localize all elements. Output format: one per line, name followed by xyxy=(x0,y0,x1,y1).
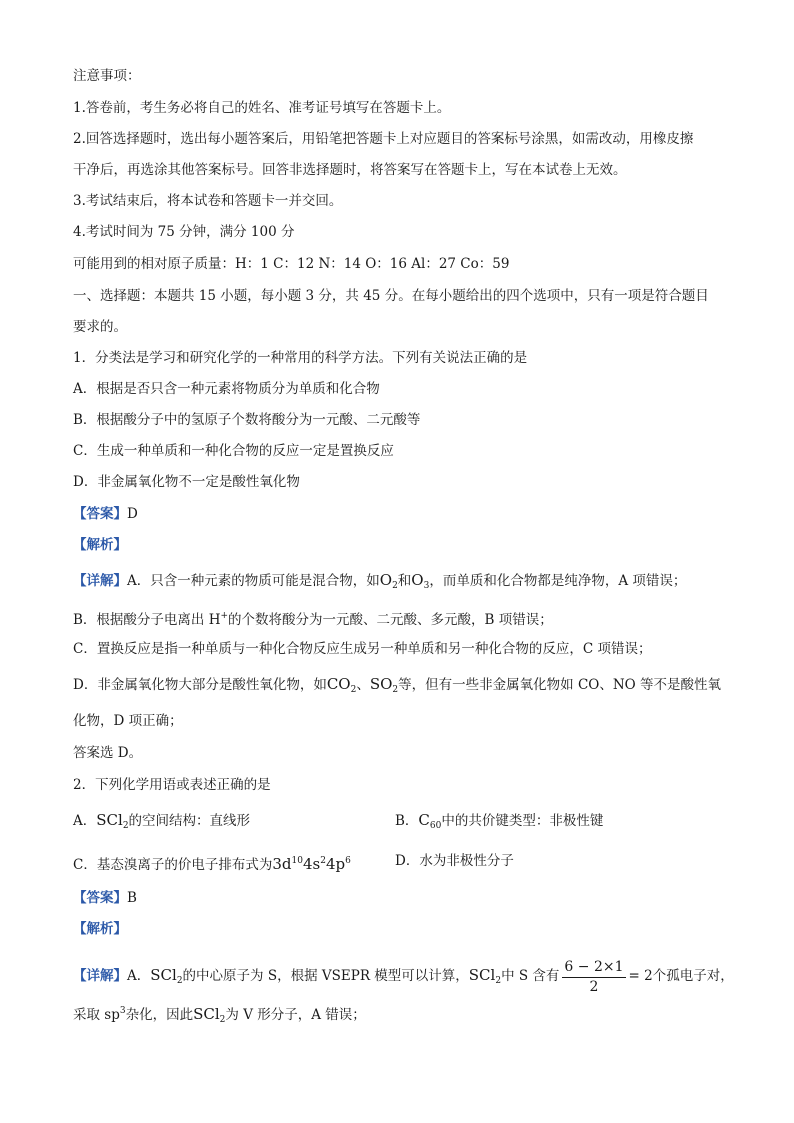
notice-item-2: 2.回答选择题时，选出每小题答案后，用铅笔把答题卡上对应题目的答案标号涂黑，如需改动，用橡皮擦 xyxy=(73,131,694,147)
q2-detail-a-cont: 采取 $sp^3$杂化，因此SCl$_2$为 V 形分子，A 错误； xyxy=(73,1005,366,1025)
formula-scl2: SCl$_2$ xyxy=(468,966,502,986)
section-heading: 一、选择题：本题共 15 小题，每小题 3 分，共 45 分。在每小题给出的四个选项中，只有一项是符合题目 xyxy=(73,288,709,304)
q1-analysis-tag: 【解析】 xyxy=(73,537,127,553)
lone-pair-fraction: $\frac{6 - 2\times 1}{2}$ xyxy=(564,958,624,995)
q1-option-b: B．根据酸分子中的氢原子个数将酸分为一元酸、二元酸等 xyxy=(73,412,421,428)
q2-option-a: A．SCl$_2$的空间结构：直线形 xyxy=(73,811,251,831)
formula-scl2: SCl$_2$ xyxy=(96,811,129,831)
formula-scl2: SCl$_2$ xyxy=(150,966,183,986)
q1-option-a: A．根据是否只含一种元素将物质分为单质和化合物 xyxy=(73,381,380,397)
q1-stem: 1．分类法是学习和研究化学的一种常用的科学方法。下列有关说法正确的是 xyxy=(73,350,528,366)
q1-final: 答案选 D。 xyxy=(73,745,143,761)
notice-title: 注意事项： xyxy=(73,68,141,84)
formula-c60: $C_{60}$ xyxy=(418,811,442,831)
notice-item-1: 1.答卷前，考生务必将自己的姓名、准考证号填写在答题卡上。 xyxy=(73,100,451,116)
q2-detail-a: 【详解】A．SCl$_2$的中心原子为 S，根据 VSEPR 模型可以计算，SCl$_2$中 S 含有 $\frac{6 - 2\times 1}{2}$ = 2个孤电子对， xyxy=(73,958,734,995)
answer-value: D xyxy=(127,506,138,522)
q1-detail-d-cont: 化物，D 项正确； xyxy=(73,713,183,729)
q1-answer xyxy=(73,504,138,524)
formula-so2: $SO_2$ xyxy=(369,675,399,695)
q2-stem: 2．下列化学用语或表述正确的是 xyxy=(73,777,271,793)
q2-option-c: C．基态溴离子的价电子排布式为$3d^{10}4s^24p^6$ xyxy=(73,855,351,873)
q1-option-c: C．生成一种单质和一种化合物的反应一定是置换反应 xyxy=(73,443,394,459)
formula-o2: $O_2$ xyxy=(379,571,398,591)
notice-item-3: 3.考试结束后，将本试卷和答题卡一并交回。 xyxy=(73,193,343,209)
answer-tag: 【答案】 xyxy=(73,506,127,522)
q2-option-d: D．水为非极性分子 xyxy=(395,853,514,869)
q1-option-d: D．非金属氧化物不一定是酸性氧化物 xyxy=(73,474,300,490)
q1-detail-d: D．非金属氧化物大部分是酸性氧化物，如$CO_2$、$SO_2$等，但有一些非金属氧化物如 CO、NO 等不是酸性氧 xyxy=(73,675,722,695)
q2-analysis-tag: 【解析】 xyxy=(73,921,127,937)
q2-option-b: B．$C_{60}$中的共价键类型：非极性键 xyxy=(395,811,604,831)
formula-co2: $CO_2$ xyxy=(326,675,357,695)
notice-item-2-cont: 干净后，再选涂其他答案标号。回答非选择题时，将答案写在答题卡上，写在本试卷上无效。 xyxy=(73,162,627,178)
q1-detail-a: 【详解】A．只含一种元素的物质可能是混合物，如$O_2$和$O_3$，而单质和化合物都是纯净物，A 项错误； xyxy=(73,571,687,591)
formula-o3: $O_3$ xyxy=(411,571,430,591)
formula-scl2: SCl$_2$ xyxy=(193,1005,226,1025)
atomic-mass-line: 可能用到的相对原子质量：H：1 C：12 N：14 O：16 Al：27 Co：59 xyxy=(73,256,510,272)
electron-config: $3d^{10}4s^24p^6$ xyxy=(272,855,351,873)
q1-detail-b: B．根据酸分子电离出 H+的个数将酸分为一元酸、二元酸、多元酸，B 项错误； xyxy=(73,611,553,628)
notice-item-4: 4.考试时间为 75 分钟，满分 100 分 xyxy=(73,224,295,240)
section-heading-cont: 要求的。 xyxy=(73,319,127,335)
q1-detail-c: C．置换反应是指一种单质与一种化合物反应生成另一种单质和另一种化合物的反应，C 项错误； xyxy=(73,641,652,657)
q2-answer: 【答案】B xyxy=(73,890,137,906)
